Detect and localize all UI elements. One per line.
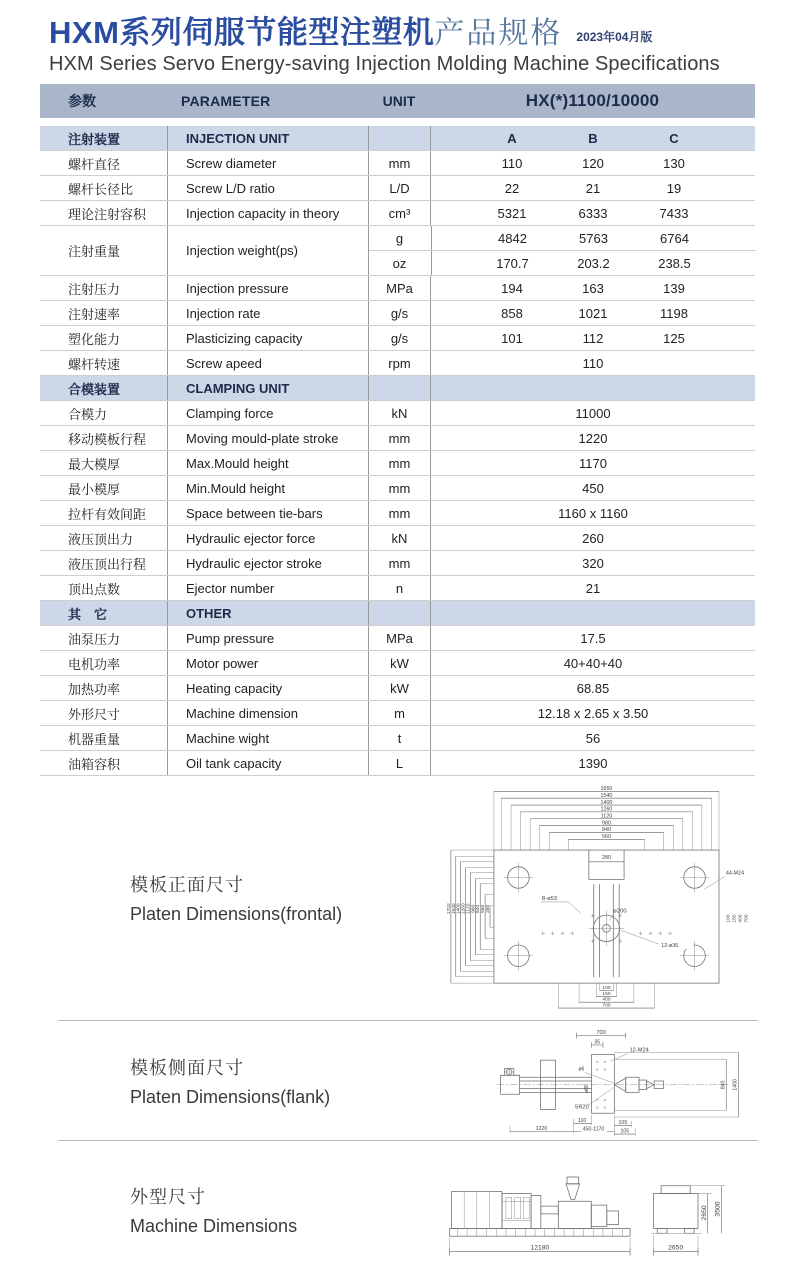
end-view-foot [657, 1229, 667, 1234]
dim-label: 3500 [714, 1201, 722, 1217]
unit-cell: L [368, 751, 430, 775]
value-span: 17.5 [430, 626, 755, 650]
value-span [430, 601, 755, 625]
value-span: 56 [430, 726, 755, 750]
value-span [430, 376, 755, 400]
dim-label: 1702 [446, 903, 452, 915]
ring-dia-label: ø80 [583, 1083, 590, 1093]
table-row-machine-weight [40, 726, 755, 751]
value-a: 194 [501, 280, 523, 296]
table-row-tie-bar-space [40, 501, 755, 526]
dim-label: 150 [732, 914, 738, 923]
nozzle-radius-label: SR20 [574, 1104, 589, 1111]
param-cn: 最小模厚 [68, 481, 121, 497]
param-cn: 移动模板行程 [68, 431, 147, 447]
param-en: Pump pressure [167, 626, 368, 650]
param-en: Motor power [167, 651, 368, 675]
value-span: 1160 x 1160 [430, 501, 755, 525]
value-cells [430, 201, 755, 225]
weight-subrow-oz [369, 251, 756, 275]
value-c: 130 [663, 155, 685, 171]
value-a: 22 [504, 180, 520, 196]
page-header [0, 0, 790, 76]
section-row-injection [40, 126, 755, 151]
section-platen-flank [58, 1020, 758, 1140]
barrel [541, 1206, 558, 1214]
dim-label: 840 [601, 827, 611, 834]
section-machine-dimensions [58, 1140, 758, 1279]
col-header-model: HX(*)1100/10000 [525, 91, 660, 111]
value-cells [431, 251, 756, 275]
param-en: Hydraulic ejector force [167, 526, 368, 550]
param-en: Min.Mould height [167, 476, 368, 500]
side-holes-label: 12-ø36 [661, 943, 679, 950]
table-row-plasticizing-capacity [40, 326, 755, 351]
param-en: Hydraulic ejector stroke [167, 551, 368, 575]
platen-frontal-drawing [445, 779, 758, 1017]
center-crosshair [589, 911, 624, 946]
section-row-other [40, 601, 755, 626]
section-title-cn: 注射装置 [68, 131, 121, 147]
dim-label: 35 [593, 1039, 600, 1046]
dim-label: 100 [602, 986, 611, 992]
dim-label: 2650 [700, 1205, 708, 1221]
param-cn: 注射重量 [68, 244, 121, 260]
machine-dimensions-drawing [438, 1149, 758, 1271]
value-c: 125 [663, 330, 685, 346]
param-en: Screw L/D ratio [167, 176, 368, 200]
holes-label: 8-ø53 [541, 896, 558, 903]
table-row-motor-power [40, 651, 755, 676]
value-b: 163 [582, 280, 604, 296]
diagram-label [58, 1183, 363, 1237]
value-c: 19 [666, 180, 682, 196]
page-title-suffix: 产品规格 [434, 16, 563, 50]
value-span: 110 [430, 351, 755, 375]
dim-label: 1120 [600, 813, 613, 820]
param-en: Heating capacity [167, 676, 368, 700]
dim-label: 700 [595, 1029, 606, 1036]
value-a: 5321 [497, 205, 527, 221]
table-row-ejector-stroke [40, 551, 755, 576]
unit-cell: kW [368, 651, 430, 675]
param-en: Injection weight(ps) [167, 226, 368, 275]
table-row-ejector-number [40, 576, 755, 601]
unit-cell [368, 601, 430, 625]
unit-cell: kW [368, 676, 430, 700]
param-cn: 螺杆长径比 [68, 181, 134, 197]
table-row-pump-pressure [40, 626, 755, 651]
param-cn: 理论注射容积 [68, 206, 147, 222]
value-a: 4842 [498, 230, 527, 246]
left-dim-lines [451, 850, 490, 983]
dim-label: 280 [485, 904, 491, 913]
value-cells [430, 326, 755, 350]
unit-cell: g [395, 230, 404, 246]
section-platen-frontal [58, 776, 758, 1020]
dim-label: 400 [602, 997, 611, 1003]
section-title-en: CLAMPING UNIT [167, 376, 368, 400]
table-row-machine-dimension [40, 701, 755, 726]
param-cn: 合模力 [68, 406, 108, 422]
diagram-label-en: Platen Dimensions(frontal) [130, 904, 343, 925]
unit-cell: g/s [368, 326, 430, 350]
unit-cell: rpm [368, 351, 430, 375]
param-en: Max.Mould height [167, 451, 368, 475]
value-span: 11000 [430, 401, 755, 425]
dim-label: 105 [619, 1128, 629, 1135]
dim-label: 1650 [600, 786, 613, 793]
table-row-injection-weight [40, 226, 755, 276]
diagram-label-cn: 模板侧面尺寸 [130, 1057, 244, 1078]
value-span: 260 [430, 526, 755, 550]
dim-label: 1260 [461, 903, 467, 915]
value-span: 40+40+40 [430, 651, 755, 675]
value-b: 6333 [578, 205, 608, 221]
value-span: 12.18 x 2.65 x 3.50 [430, 701, 755, 725]
table-header-bar [40, 84, 755, 118]
weight-subrow-g [369, 226, 756, 251]
diagram-label-cn: 模板正面尺寸 [130, 875, 244, 896]
unit-cell: mm [368, 151, 430, 175]
column-a-label: A [507, 130, 517, 146]
param-cn: 电机功率 [68, 656, 121, 672]
param-cn: 油泵压力 [68, 631, 121, 647]
table-row-ejector-force [40, 526, 755, 551]
param-cn: 外形尺寸 [68, 706, 121, 722]
value-c: 1198 [660, 305, 688, 321]
col-header-parameter: PARAMETER [181, 93, 271, 110]
bolts-label: 12-M24 [629, 1047, 649, 1054]
section-title-en: INJECTION UNIT [167, 126, 368, 150]
param-cn: 液压顶出行程 [68, 556, 147, 572]
value-c: 6764 [660, 230, 689, 246]
injection-tail [607, 1211, 619, 1225]
param-en: Space between tie-bars [167, 501, 368, 525]
dim-label: 2650 [667, 1244, 684, 1252]
end-view-top [661, 1186, 690, 1194]
diagram-label-cn: 外型尺寸 [130, 1187, 206, 1208]
unit-cell [368, 126, 430, 150]
spec-table [40, 84, 755, 776]
corner-bolts-label: 44-M24 [725, 870, 744, 877]
unit-cell: mm [368, 501, 430, 525]
page-title-cn: HXM系列伺服节能型注塑机 [49, 15, 435, 50]
param-en: Machine dimension [167, 701, 368, 725]
param-en: Injection pressure [167, 276, 368, 300]
value-c: 139 [663, 280, 685, 296]
value-cells [431, 226, 756, 250]
unit-cell: mm [368, 551, 430, 575]
unit-cell: mm [368, 426, 430, 450]
table-row-injection-pressure [40, 276, 755, 301]
param-cn: 最大模厚 [68, 456, 121, 472]
value-b: 203.2 [577, 255, 610, 271]
dim-label: 1400 [732, 1078, 739, 1091]
table-row-injection-rate [40, 301, 755, 326]
dim-label: 1400 [456, 903, 462, 915]
injection-unit [558, 1201, 591, 1228]
param-en: Ejector number [167, 576, 368, 600]
diagram-label [58, 1054, 358, 1108]
value-a: 101 [501, 330, 523, 346]
stationary-platen [531, 1196, 541, 1229]
section-title-en: OTHER [167, 601, 368, 625]
table-row-max-mould-height [40, 451, 755, 476]
unit-cell: mm [368, 476, 430, 500]
diagram-label-en: Machine Dimensions [130, 1216, 298, 1237]
dim-label: 700 [744, 914, 750, 923]
param-en: Screw apeed [167, 351, 368, 375]
end-view-foot [684, 1229, 694, 1234]
param-cn: 注射速率 [68, 306, 121, 322]
unit-cell: oz [392, 255, 407, 271]
value-c: 238.5 [658, 255, 691, 271]
value-cells [430, 176, 755, 200]
dim-label: 1120 [466, 903, 472, 915]
param-cn: 加热功率 [68, 681, 121, 697]
param-cn: 塑化能力 [68, 331, 121, 347]
dim-label: 12180 [530, 1244, 550, 1252]
section-row-clamping [40, 376, 755, 401]
value-span: 1170 [430, 451, 755, 475]
dim-label: 840 [476, 904, 482, 913]
value-cells [430, 151, 755, 175]
param-cn: 注射压力 [68, 281, 121, 297]
value-b: 1021 [578, 305, 608, 321]
diagram-label-en: Platen Dimensions(flank) [130, 1086, 331, 1107]
table-row-screw-speed [40, 351, 755, 376]
dim-label: 560 [601, 834, 611, 841]
param-cn: 螺杆直径 [68, 156, 121, 172]
column-c-label: C [669, 130, 679, 146]
value-a: 170.7 [496, 255, 529, 271]
col-header-param-cn: 参数 [68, 93, 96, 110]
dim-label: 560 [481, 904, 487, 913]
dim-label: 100 [726, 914, 732, 923]
value-span: 68.85 [430, 676, 755, 700]
platen-flank-drawing [493, 1023, 758, 1139]
machine-bracket [500, 1068, 519, 1094]
table-row-clamping-force [40, 401, 755, 426]
table-row-injection-capacity [40, 201, 755, 226]
value-b: 120 [582, 155, 604, 171]
table-row-heating-capacity [40, 676, 755, 701]
param-cn: 螺杆转速 [68, 356, 121, 372]
value-b: 5763 [579, 230, 608, 246]
dim-label: 700 [602, 1003, 611, 1009]
section-title-cn: 合模装置 [68, 381, 121, 397]
param-en: Moving mould-plate stroke [167, 426, 368, 450]
param-en: Injection rate [167, 301, 368, 325]
title-line [49, 16, 790, 50]
page-subtitle: HXM Series Servo Energy-saving Injection Molding Machine Specifications [49, 53, 720, 76]
dim-label: 450-1170 [582, 1125, 604, 1132]
unit-cell: L/D [368, 176, 430, 200]
dim-label: 280 [601, 854, 611, 861]
param-cn: 油箱容积 [68, 756, 121, 772]
param-cn: 液压顶出力 [68, 531, 134, 547]
dim-label: 980 [471, 904, 477, 913]
version-label: 2023年04月版 [576, 30, 653, 45]
dim-label: 1260 [600, 806, 613, 813]
unit-cell: MPa [368, 276, 430, 300]
value-span: 1390 [430, 751, 755, 775]
value-cells [430, 276, 755, 300]
unit-cell [368, 376, 430, 400]
table-row-oil-tank-capacity [40, 751, 755, 776]
unit-cell: m [368, 701, 430, 725]
end-view-body [653, 1194, 698, 1229]
hopper-lid [567, 1177, 579, 1184]
param-cn: 拉杆有效间距 [68, 506, 147, 522]
unit-cell: mm [368, 451, 430, 475]
hopper [566, 1184, 580, 1200]
value-span: 320 [430, 551, 755, 575]
value-span: 1220 [430, 426, 755, 450]
unit-cell: kN [368, 401, 430, 425]
value-a: 110 [501, 155, 523, 171]
left-extension-lines [451, 850, 494, 983]
param-cn: 机器重量 [68, 731, 121, 747]
diagrams-area [58, 776, 758, 1279]
section-title-cn: 其 它 [68, 606, 108, 622]
param-en: Clamping force [167, 401, 368, 425]
column-b-label: B [588, 130, 598, 146]
dim-label: 110 [577, 1117, 586, 1124]
value-span: 450 [430, 476, 755, 500]
table-row-min-mould-height [40, 476, 755, 501]
locating-ring-label: ø200 [613, 908, 627, 915]
slotted-cover [502, 1194, 531, 1229]
unit-cell: MPa [368, 626, 430, 650]
param-en: Plasticizing capacity [167, 326, 368, 350]
dim-label: 400 [738, 914, 744, 923]
value-cells [430, 301, 755, 325]
nozzle-hole-label: ø6 [577, 1066, 584, 1073]
unit-cell: n [368, 576, 430, 600]
value-span: 21 [430, 576, 755, 600]
dim-label: 980 [601, 820, 611, 827]
weight-subrows [368, 226, 755, 275]
dim-label: 840 [719, 1080, 726, 1089]
diagram-label [58, 871, 365, 925]
value-b: 21 [585, 180, 601, 196]
dim-label: 150 [602, 991, 611, 997]
value-a: 858 [501, 305, 523, 321]
table-row-platen-stroke [40, 426, 755, 451]
injection-rear [591, 1205, 607, 1226]
table-row-screw-ld-ratio [40, 176, 755, 201]
table-row-screw-diameter [40, 151, 755, 176]
dim-label: 105 [618, 1119, 627, 1126]
col-header-unit: UNIT [382, 93, 416, 110]
param-en: Screw diameter [167, 151, 368, 175]
dim-label: 1220 [535, 1125, 547, 1132]
dim-label: 1540 [451, 903, 457, 915]
value-b: 112 [582, 330, 604, 346]
unit-cell: g/s [368, 301, 430, 325]
unit-cell: kN [368, 526, 430, 550]
value-c: 7433 [659, 205, 689, 221]
param-cn: 顶出点数 [68, 581, 121, 597]
model-column-headers [430, 126, 755, 150]
unit-cell: t [368, 726, 430, 750]
unit-cell: cm³ [368, 201, 430, 225]
dim-label: 1540 [600, 793, 613, 800]
param-en: Injection capacity in theory [167, 201, 368, 225]
param-en: Machine wight [167, 726, 368, 750]
param-en: Oil tank capacity [167, 751, 368, 775]
platen-side [591, 1054, 614, 1113]
dim-label: 1400 [600, 799, 613, 806]
